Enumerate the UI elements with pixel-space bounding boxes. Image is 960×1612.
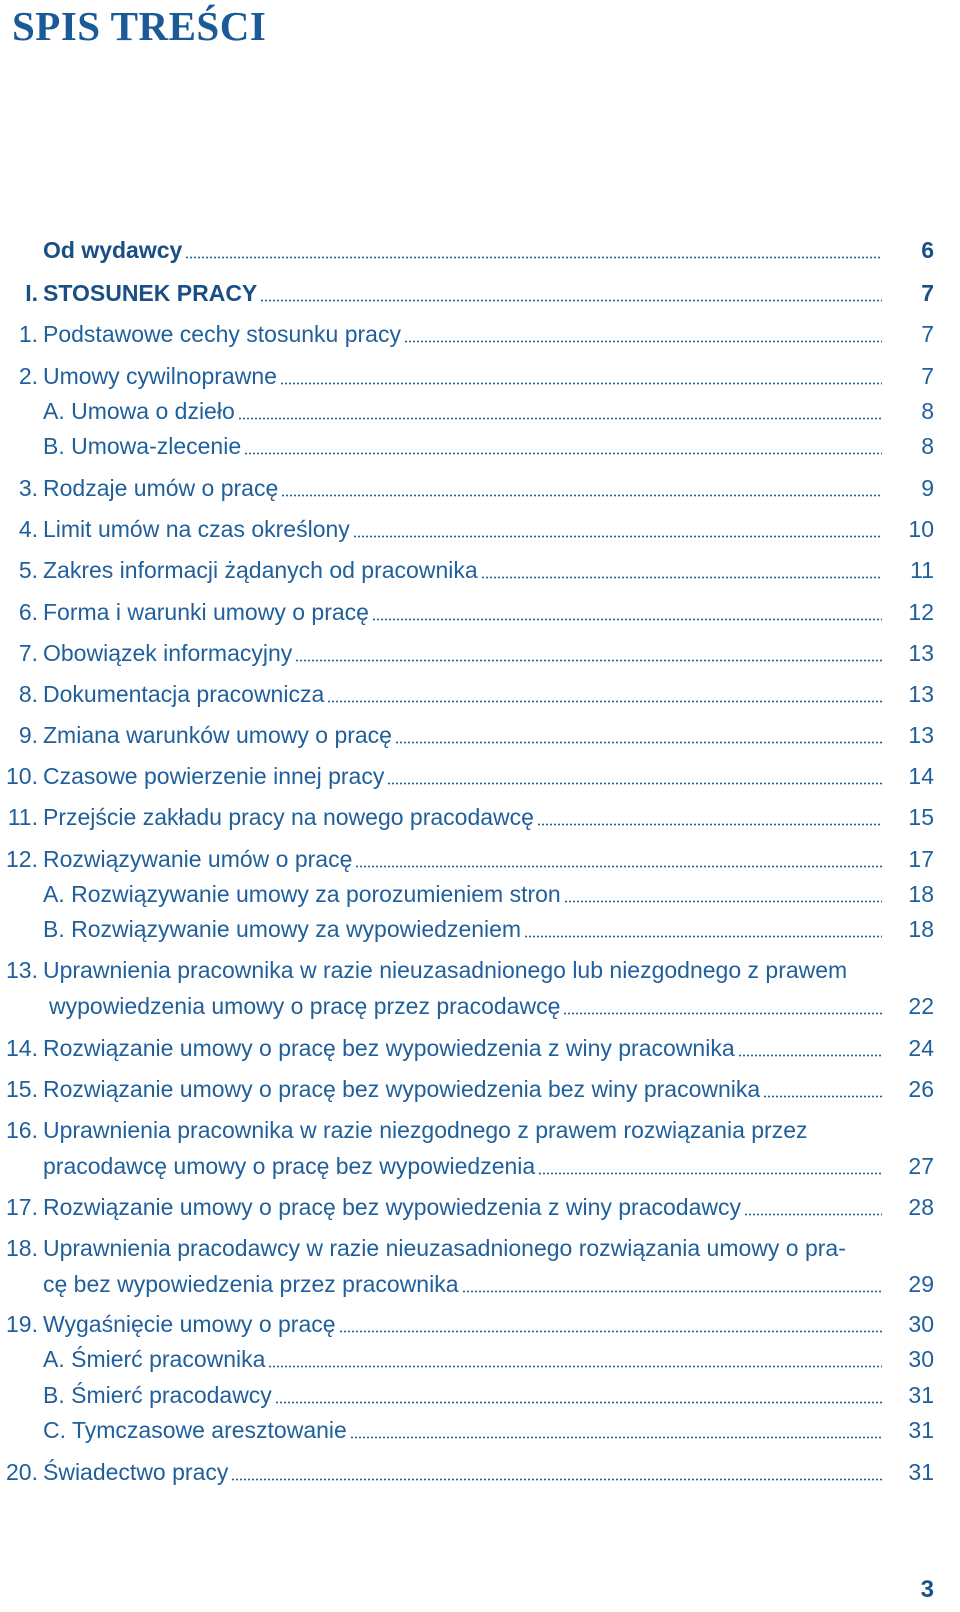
dot-leader xyxy=(238,417,882,420)
dot-leader xyxy=(231,1478,882,1481)
dot-leader xyxy=(763,1095,882,1098)
toc-entry-title: Rozwiązanie umowy o pracę bez wypowiedzenia z winy pracownika xyxy=(43,1035,735,1061)
toc-entry[interactable] xyxy=(0,1112,960,1184)
toc-entry[interactable] xyxy=(0,676,960,712)
toc-entry-number: 14. xyxy=(6,1035,38,1061)
toc-entry[interactable] xyxy=(0,1454,960,1490)
dot-leader xyxy=(350,1436,882,1439)
toc-entry-number: 9. xyxy=(18,722,38,748)
toc-entry-number: 20. xyxy=(6,1459,38,1485)
toc-entry-title: Uprawnienia pracodawcy w razie nieuzasadnionego rozwiązania umowy o pra- xyxy=(43,1235,846,1261)
toc-entry[interactable] xyxy=(0,232,960,268)
toc-entry[interactable] xyxy=(0,1030,960,1066)
dot-leader xyxy=(481,576,882,579)
toc-entry-title: STOSUNEK PRACY xyxy=(43,280,258,306)
toc-entry-title: Od wydawcy xyxy=(43,237,183,263)
dot-leader xyxy=(327,700,882,703)
dot-leader xyxy=(295,659,882,662)
toc-entry-page: 24 xyxy=(908,1035,934,1061)
toc-entry-title: cę bez wypowiedzenia przez pracownika xyxy=(43,1271,459,1297)
toc-entry[interactable] xyxy=(0,511,960,547)
toc-entry[interactable] xyxy=(0,428,960,464)
dot-leader xyxy=(355,865,882,868)
toc-entry-number: 10. xyxy=(6,763,38,789)
toc-entry-page: 14 xyxy=(908,763,934,789)
toc-entry-page: 7 xyxy=(921,363,934,389)
toc-entry[interactable] xyxy=(0,799,960,835)
toc-entry-page: 13 xyxy=(908,722,934,748)
toc-entry-page: 22 xyxy=(908,993,934,1019)
toc-entry-number: 19. xyxy=(6,1311,38,1337)
toc-entry-page: 8 xyxy=(921,398,934,424)
toc-entry-title: A. Rozwiązywanie umowy za porozumieniem stron xyxy=(43,881,561,907)
toc-entry-title: Świadectwo pracy xyxy=(43,1459,229,1485)
dot-leader xyxy=(524,935,882,938)
toc-entry-title: wypowiedzenia umowy o pracę przez pracodawcę xyxy=(49,993,561,1019)
toc-entry-title: Czasowe powierzenie innej pracy xyxy=(43,763,385,789)
toc-entry-number: 6. xyxy=(18,599,38,625)
dot-leader xyxy=(244,452,882,455)
toc-entry-number: 2. xyxy=(18,363,38,389)
toc-entry[interactable] xyxy=(0,470,960,506)
toc-entry-title: Rozwiązywanie umów o pracę xyxy=(43,846,353,872)
toc-entry-page: 29 xyxy=(908,1271,934,1297)
toc-entry-number: 7. xyxy=(18,640,38,666)
toc-entry-page: 31 xyxy=(908,1382,934,1408)
toc-entry-number: 5. xyxy=(18,557,38,583)
toc-entry-page: 11 xyxy=(910,557,934,583)
toc-entry[interactable] xyxy=(0,911,960,947)
toc-entry[interactable] xyxy=(0,1377,960,1413)
toc-entry-title: Uprawnienia pracownika w razie niezgodnego z prawem rozwiązania przez xyxy=(43,1117,808,1143)
toc-entry[interactable] xyxy=(0,635,960,671)
toc-entry-number: 15. xyxy=(6,1076,38,1102)
toc-entry[interactable] xyxy=(0,358,960,394)
toc-entry-page: 18 xyxy=(908,916,934,942)
dot-leader xyxy=(268,1365,882,1368)
toc-entry-page: 27 xyxy=(908,1153,934,1179)
page-title: SPIS TREŚCI xyxy=(12,3,267,49)
dot-leader xyxy=(260,299,882,302)
toc-entry[interactable] xyxy=(0,393,960,429)
toc-entry-number: 18. xyxy=(6,1235,38,1261)
toc-entry-number: 4. xyxy=(18,516,38,542)
toc-entry-title: B. Umowa-zlecenie xyxy=(43,433,242,459)
toc-entry-page: 12 xyxy=(908,599,934,625)
toc-entry[interactable] xyxy=(0,952,960,1024)
toc-entry-page: 30 xyxy=(908,1311,934,1337)
toc-entry-title: Przejście zakładu pracy na nowego pracodawcę xyxy=(43,804,534,830)
dot-leader xyxy=(744,1213,882,1216)
toc-entry-title: Forma i warunki umowy o pracę xyxy=(43,599,369,625)
toc-entry-page: 31 xyxy=(908,1459,934,1485)
toc-entry-page: 8 xyxy=(921,433,934,459)
toc-entry-title: A. Umowa o dzieło xyxy=(43,398,235,424)
toc-entry-page: 18 xyxy=(908,881,934,907)
toc-entry-title: Uprawnienia pracownika w razie nieuzasadnionego lub niezgodnego z prawem xyxy=(43,957,848,983)
toc-entry-page: 7 xyxy=(921,280,934,306)
toc-entry-number: 3. xyxy=(18,475,38,501)
dot-leader xyxy=(280,382,882,385)
toc-entry[interactable] xyxy=(0,1306,960,1342)
toc-entry-title: Limit umów na czas określony xyxy=(43,516,350,542)
toc-entry-page: 26 xyxy=(908,1076,934,1102)
dot-leader xyxy=(538,1172,882,1175)
toc-entry-number: 16. xyxy=(6,1117,38,1143)
dot-leader xyxy=(185,256,882,259)
toc-entry-number: 17. xyxy=(6,1194,38,1220)
toc-entry[interactable] xyxy=(0,758,960,794)
toc-entry[interactable] xyxy=(0,552,960,588)
toc-entry[interactable] xyxy=(0,1341,960,1377)
toc-entry[interactable] xyxy=(0,1412,960,1448)
toc-entry-page: 15 xyxy=(908,804,934,830)
dot-leader xyxy=(563,1012,882,1015)
toc-entry-page: 28 xyxy=(908,1194,934,1220)
toc-entry[interactable] xyxy=(0,1230,960,1302)
dot-leader xyxy=(281,494,882,497)
toc-entry-title: C. Tymczasowe aresztowanie xyxy=(43,1417,347,1443)
toc-entry[interactable] xyxy=(0,841,960,877)
toc-entry-title: Podstawowe cechy stosunku pracy xyxy=(43,321,401,347)
toc-entry-title: Rozwiązanie umowy o pracę bez wypowiedzenia z winy pracodawcy xyxy=(43,1194,741,1220)
toc-entry-title: Dokumentacja pracownicza xyxy=(43,681,325,707)
toc-entry-number: 1. xyxy=(18,321,38,347)
toc-entry-title: Zmiana warunków umowy o pracę xyxy=(43,722,392,748)
dot-leader xyxy=(537,823,882,826)
toc-entry[interactable] xyxy=(0,717,960,753)
toc-entry-title: B. Rozwiązywanie umowy za wypowiedzeniem xyxy=(43,916,522,942)
toc-entry-number: 13. xyxy=(6,957,38,983)
toc-entry-title: Rodzaje umów o pracę xyxy=(43,475,279,501)
toc-entry-page: 31 xyxy=(908,1417,934,1443)
toc-entry-number: I. xyxy=(25,280,38,306)
toc-entry-page: 10 xyxy=(908,516,934,542)
dot-leader xyxy=(353,535,882,538)
toc-entry-title: Rozwiązanie umowy o pracę bez wypowiedzenia bez winy pracownika xyxy=(43,1076,761,1102)
toc-entry-title: Zakres informacji żądanych od pracownika xyxy=(43,557,478,583)
toc-entry[interactable] xyxy=(0,876,960,912)
toc-entry-page: 7 xyxy=(921,321,934,347)
toc-entry-page: 17 xyxy=(908,846,934,872)
dot-leader xyxy=(372,618,882,621)
toc-entry-number: 12. xyxy=(6,846,38,872)
dot-leader xyxy=(462,1290,883,1293)
toc-entry-page: 30 xyxy=(908,1346,934,1372)
toc-entry-number: 11. xyxy=(7,804,38,830)
toc-entry-page: 13 xyxy=(908,681,934,707)
dot-leader xyxy=(395,741,882,744)
dot-leader xyxy=(387,782,882,785)
dot-leader xyxy=(564,900,882,903)
toc-entry-title: B. Śmierć pracodawcy xyxy=(43,1382,272,1408)
toc-entry[interactable] xyxy=(0,316,960,352)
dot-leader xyxy=(339,1330,882,1333)
toc-entry[interactable] xyxy=(0,594,960,630)
toc-entry-title: Obowiązek informacyjny xyxy=(43,640,293,666)
toc-entry-title: A. Śmierć pracownika xyxy=(43,1346,266,1372)
dot-leader xyxy=(275,1401,882,1404)
toc-entry-page: 9 xyxy=(921,475,934,501)
toc-entry-page: 13 xyxy=(908,640,934,666)
dot-leader xyxy=(738,1054,882,1057)
toc-entry-title: pracodawcę umowy o pracę bez wypowiedzenia xyxy=(43,1153,536,1179)
toc-entry-number: 8. xyxy=(18,681,38,707)
page-number: 3 xyxy=(920,1576,934,1603)
toc-entry[interactable] xyxy=(0,275,960,311)
toc-entry-page: 6 xyxy=(921,237,934,263)
toc-entry[interactable] xyxy=(0,1071,960,1107)
dot-leader xyxy=(404,340,882,343)
toc-entry[interactable] xyxy=(0,1189,960,1225)
toc-entry-title: Wygaśnięcie umowy o pracę xyxy=(43,1311,336,1337)
toc-entry-title: Umowy cywilnoprawne xyxy=(43,363,277,389)
